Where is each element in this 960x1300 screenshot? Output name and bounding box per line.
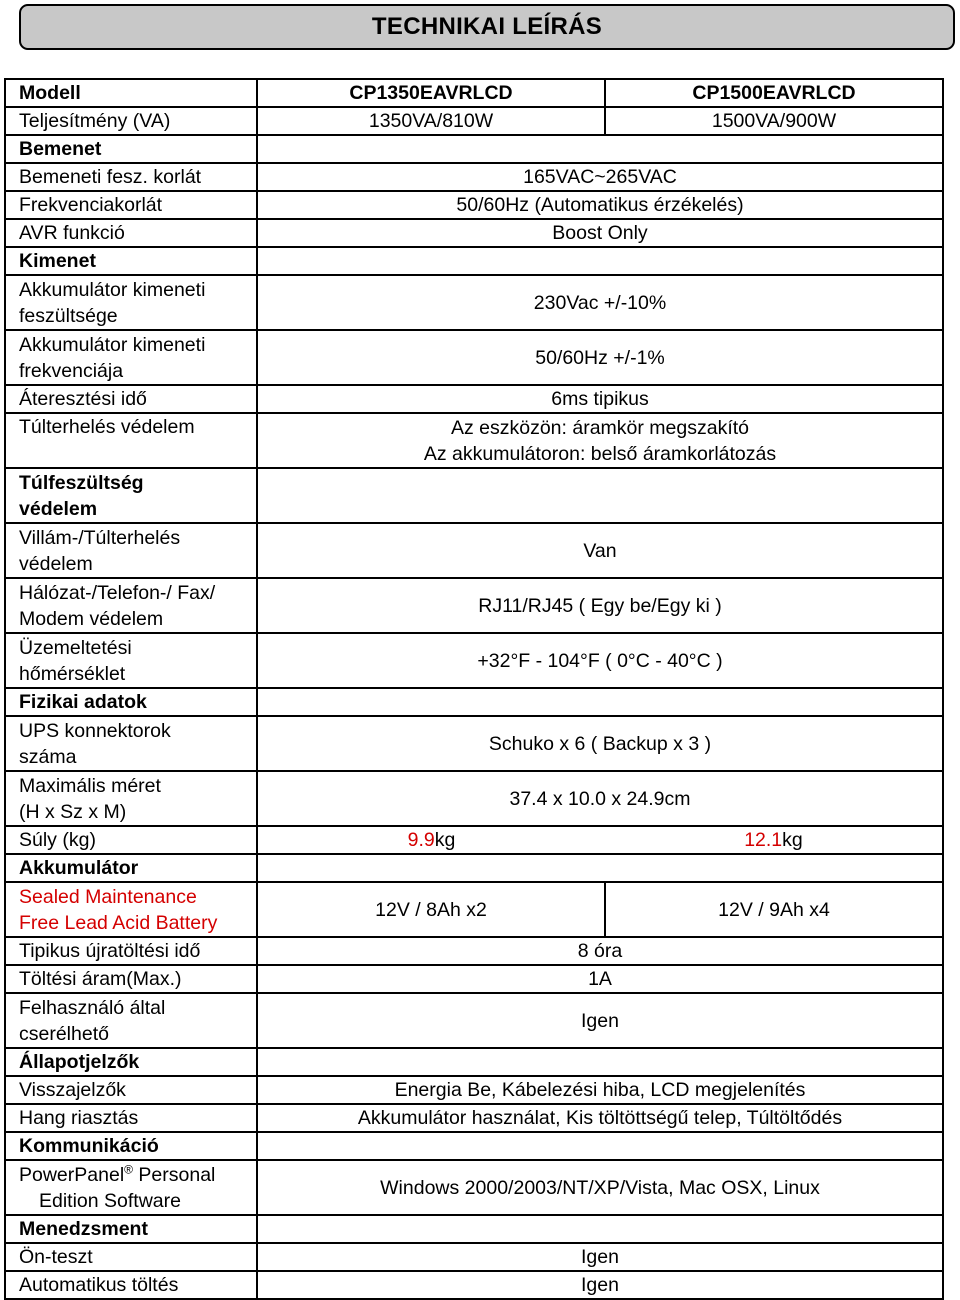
row-value: Windows 2000/2003/NT/XP/Vista, Mac OSX, Linux [257, 1160, 943, 1215]
row-value: Igen [257, 1271, 943, 1299]
table-row-software [5, 1160, 943, 1215]
capacity-col2: 1500VA/900W [605, 107, 943, 135]
empty-cell [257, 688, 943, 716]
label-line: száma [19, 745, 77, 768]
section-heading: Bemenet [5, 135, 257, 163]
row-label: Modell [5, 79, 257, 107]
table-row-transfer-time [5, 385, 943, 413]
section-heading-communication [5, 1132, 943, 1160]
row-label: Töltési áram(Max.) [5, 965, 257, 993]
row-label [5, 993, 257, 1048]
label-line: Maximális méret [19, 774, 161, 797]
software-name: PowerPanel [19, 1163, 125, 1186]
section-heading-surge [5, 468, 943, 523]
table-row-input-frequency [5, 191, 943, 219]
spec-table [4, 78, 944, 1300]
label-line: Túlfeszültség [19, 471, 144, 494]
row-label: Teljesítmény (VA) [5, 107, 257, 135]
model-col1: CP1350EAVRLCD [257, 79, 605, 107]
table-row-input-voltage [5, 163, 943, 191]
weight-col1 [258, 827, 605, 853]
software-name-suffix: Personal [133, 1163, 216, 1186]
label-line: védelem [19, 552, 93, 575]
table-row-replaceable [5, 993, 943, 1048]
row-label [5, 330, 257, 385]
row-label [5, 882, 257, 937]
label-line: cserélhető [19, 1022, 109, 1045]
table-row-dimensions [5, 771, 943, 826]
empty-cell [257, 1132, 943, 1160]
table-row-autocharge [5, 1271, 943, 1299]
section-heading [5, 468, 257, 523]
row-label: Bemeneti fesz. korlát [5, 163, 257, 191]
section-heading: Kimenet [5, 247, 257, 275]
row-label [5, 716, 257, 771]
label-line: Free Lead Acid Battery [19, 911, 218, 934]
capacity-col1: 1350VA/810W [257, 107, 605, 135]
weight-col2-unit: kg [782, 829, 803, 851]
row-label: Áteresztési idő [5, 385, 257, 413]
table-row-capacity [5, 107, 943, 135]
row-label: AVR funkció [5, 219, 257, 247]
row-label [5, 578, 257, 633]
table-row-temperature [5, 633, 943, 688]
row-label: Automatikus töltés [5, 1271, 257, 1299]
row-label: Frekvenciakorlát [5, 191, 257, 219]
row-label: Ön-teszt [5, 1243, 257, 1271]
label-line [19, 1162, 256, 1188]
table-row-output-frequency [5, 330, 943, 385]
section-heading: Állapotjelzők [5, 1048, 257, 1076]
row-label [5, 523, 257, 578]
registered-mark: ® [124, 1162, 133, 1176]
row-label: Hang riasztás [5, 1104, 257, 1132]
row-value: Schuko x 6 ( Backup x 3 ) [257, 716, 943, 771]
battery-col2: 12V / 9Ah x4 [605, 882, 943, 937]
row-value: Boost Only [257, 219, 943, 247]
table-row-charge-current [5, 965, 943, 993]
section-heading-output [5, 247, 943, 275]
label-line: Modem védelem [19, 607, 164, 630]
weight-values [257, 826, 943, 854]
label-line: Üzemeltetési [19, 636, 132, 659]
row-value: 50/60Hz (Automatikus érzékelés) [257, 191, 943, 219]
label-line: Sealed Maintenance [19, 885, 197, 908]
model-col2: CP1500EAVRLCD [605, 79, 943, 107]
label-line: Edition Software [39, 1189, 181, 1212]
table-row-weight [5, 826, 943, 854]
row-label: Túlterhelés védelem [5, 413, 257, 468]
row-value: 230Vac +/-10% [257, 275, 943, 330]
label-line: Akkumulátor kimeneti [19, 333, 206, 356]
weight-col2 [605, 827, 942, 853]
empty-cell [257, 468, 943, 523]
section-heading: Menedzsment [5, 1215, 257, 1243]
row-value: RJ11/RJ45 ( Egy be/Egy ki ) [257, 578, 943, 633]
row-value: 37.4 x 10.0 x 24.9cm [257, 771, 943, 826]
row-value: Igen [257, 993, 943, 1048]
row-value: Igen [257, 1243, 943, 1271]
section-heading-status [5, 1048, 943, 1076]
table-row-model [5, 79, 943, 107]
label-line: feszültsége [19, 304, 118, 327]
section-heading: Kommunikáció [5, 1132, 257, 1160]
table-row-lightning [5, 523, 943, 578]
row-value [257, 413, 943, 468]
empty-cell [257, 135, 943, 163]
label-line: Felhasználó által [19, 996, 166, 1019]
table-row-indicators [5, 1076, 943, 1104]
label-line: hőmérséklet [19, 662, 126, 685]
label-line: (H x Sz x M) [19, 800, 127, 823]
row-value: 1A [257, 965, 943, 993]
table-row-network [5, 578, 943, 633]
row-label: Visszajelzők [5, 1076, 257, 1104]
section-heading: Akkumulátor [5, 854, 257, 882]
row-value: 165VAC~265VAC [257, 163, 943, 191]
empty-cell [257, 247, 943, 275]
row-label [5, 275, 257, 330]
row-value: Energia Be, Kábelezési hiba, LCD megjelenítés [257, 1076, 943, 1104]
table-row-outlets [5, 716, 943, 771]
table-row-selftest [5, 1243, 943, 1271]
empty-cell [257, 854, 943, 882]
weight-col2-number: 12.1 [744, 829, 783, 851]
weight-col1-unit: kg [434, 829, 456, 851]
row-label [5, 771, 257, 826]
section-heading-battery [5, 854, 943, 882]
table-row-recharge [5, 937, 943, 965]
table-row-battery-type [5, 882, 943, 937]
label-line: Villám-/Túlterhelés [19, 526, 181, 549]
row-label: Tipikus újratöltési idő [5, 937, 257, 965]
label-line: frekvenciája [19, 359, 124, 382]
row-label: Súly (kg) [5, 826, 257, 854]
label-line: UPS konnektorok [19, 719, 171, 742]
empty-cell [257, 1215, 943, 1243]
table-row-overload [5, 413, 943, 468]
label-line: Hálózat-/Telefon-/ Fax/ [19, 581, 216, 604]
table-row-alarm [5, 1104, 943, 1132]
row-value: 6ms tipikus [257, 385, 943, 413]
row-value: 8 óra [257, 937, 943, 965]
section-heading-management [5, 1215, 943, 1243]
row-label [5, 633, 257, 688]
row-value: +32°F - 104°F ( 0°C - 40°C ) [257, 633, 943, 688]
value-line: Az akkumulátoron: belső áramkorlátozás [423, 442, 777, 465]
label-line: Akkumulátor kimeneti [19, 278, 206, 301]
row-value: Van [257, 523, 943, 578]
row-value: Akkumulátor használat, Kis töltöttségű telep, Túltöltődés [257, 1104, 943, 1132]
section-heading: Fizikai adatok [5, 688, 257, 716]
section-heading-input [5, 135, 943, 163]
row-label [5, 1160, 257, 1215]
value-line: Az eszközön: áramkör megszakító [450, 416, 750, 439]
row-value: 50/60Hz +/-1% [257, 330, 943, 385]
label-line: védelem [19, 497, 98, 520]
section-heading-physical [5, 688, 943, 716]
empty-cell [257, 1048, 943, 1076]
page-title: TECHNIKAI LEÍRÁS [19, 4, 955, 50]
weight-col1-number: 9.9 [407, 829, 435, 851]
table-row-avr [5, 219, 943, 247]
battery-col1: 12V / 8Ah x2 [257, 882, 605, 937]
table-row-output-voltage [5, 275, 943, 330]
